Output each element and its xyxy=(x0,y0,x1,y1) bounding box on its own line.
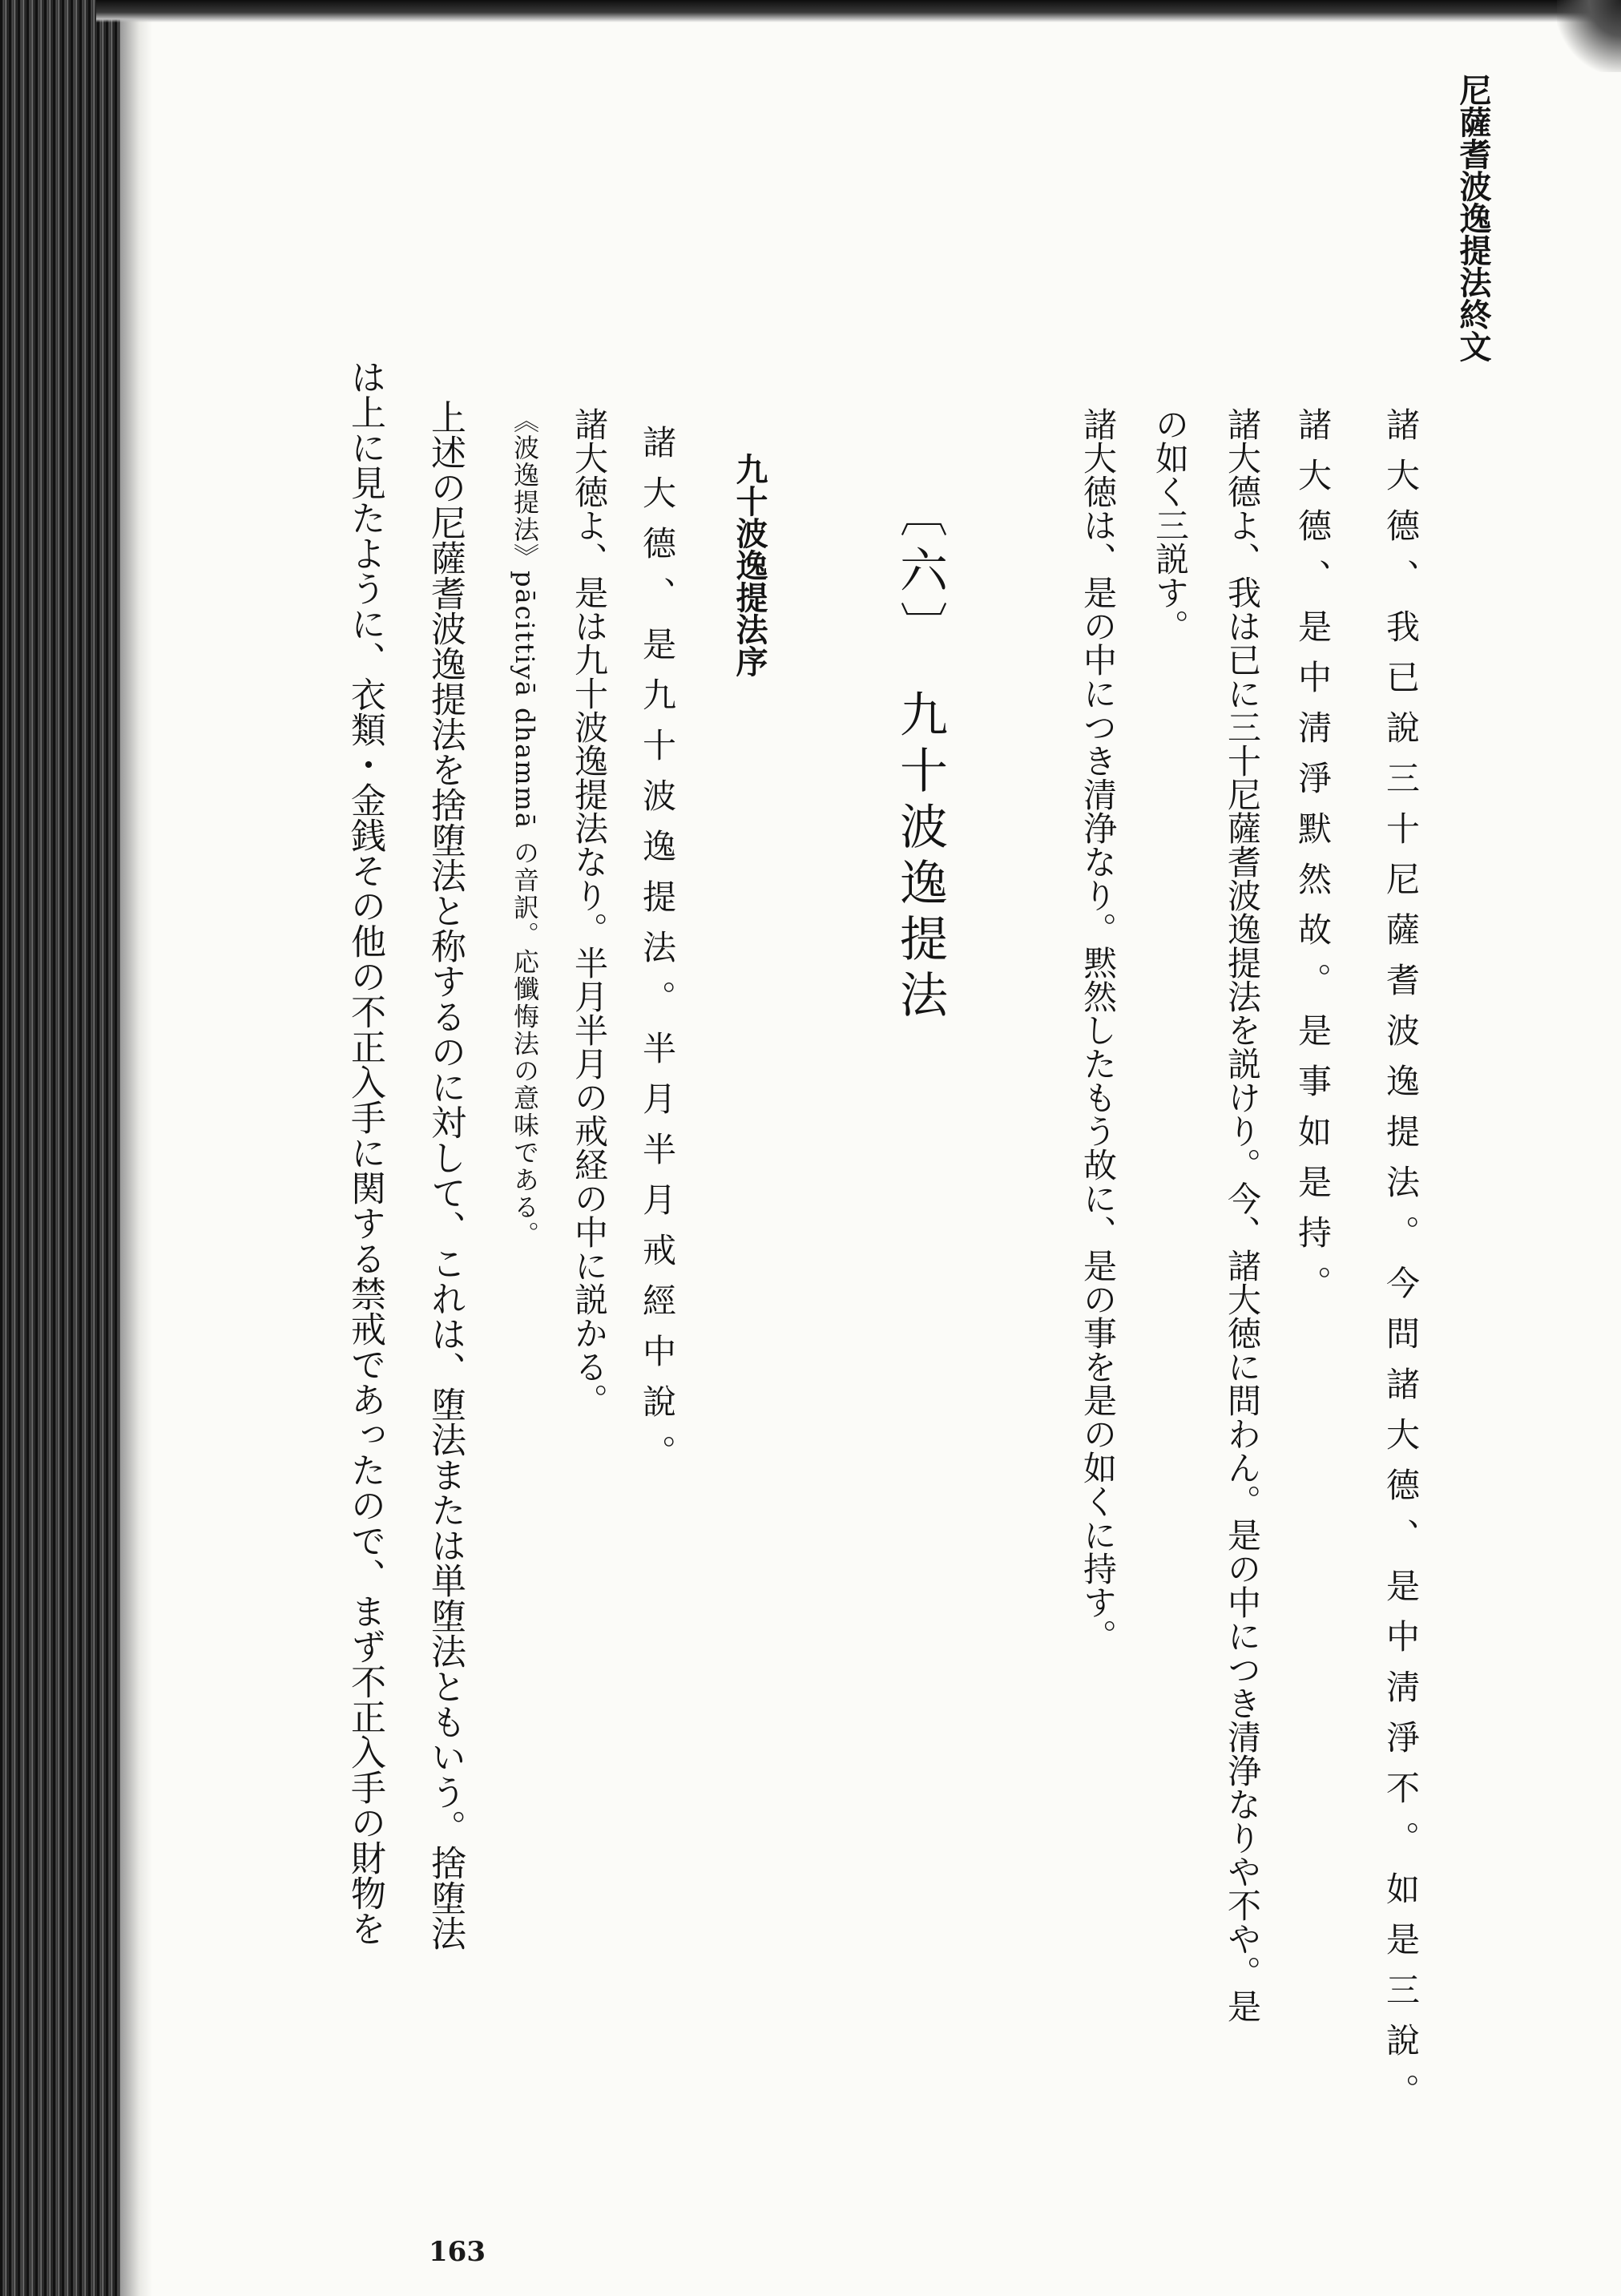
annotation-note: 《波逸提法》pācittiyā dhammā の音訳。応懺悔法の意味である。 xyxy=(510,407,540,1249)
section-subtitle-end: 尼薩耆波逸提法終文 xyxy=(1454,74,1491,362)
section-title: 九十波逸提法 xyxy=(892,689,948,1026)
sutra-text-line: 諸大德、是中淸淨默然故。是事如是持。 xyxy=(1293,407,1333,1316)
commentary-line: は上に見たように、衣類・金銭その他の不正入手に関する禁戒であったので、まず不正入手の財物を xyxy=(345,359,385,1946)
translation-line: 諸大德よ、我は已に三十尼薩耆波逸提法を説けり。今、諸大徳に問わん。是の中につき清浄なりや不や。是 xyxy=(1223,407,1262,2023)
page-number: 163 xyxy=(429,2236,486,2268)
commentary-line: 上述の尼薩耆波逸提法を捨堕法と称するのに対して、これは、堕法または単堕法ともいう。捨堕法 xyxy=(425,399,466,1951)
top-page-edge xyxy=(96,0,1621,22)
section-number: 〔六〕 xyxy=(892,489,948,657)
section-heading xyxy=(888,489,952,1026)
book-spine-edges xyxy=(0,0,120,2296)
sutra-text-line: 諸大德、是九十波逸提法。半月半月戒經中說。 xyxy=(638,425,677,1485)
spine-shadow xyxy=(120,0,152,2296)
sutra-text-line: 諸大德、我已說三十尼薩耆波逸提法。今問諸大德、是中淸淨不。如是三說。 xyxy=(1381,407,1421,2124)
subsection-heading: 九十波逸提法序 xyxy=(731,453,768,677)
translation-line: 諸大徳よ、是は九十波逸提法なり。半月半月の戒経の中に説かる。 xyxy=(570,407,609,1417)
translation-line: の如く三説す。 xyxy=(1151,407,1190,643)
translation-line: 諸大徳は、是の中につき清浄なり。黙然したもう故に、是の事を是の如くに持す。 xyxy=(1079,407,1118,1652)
page-corner-shadow xyxy=(1557,0,1621,72)
